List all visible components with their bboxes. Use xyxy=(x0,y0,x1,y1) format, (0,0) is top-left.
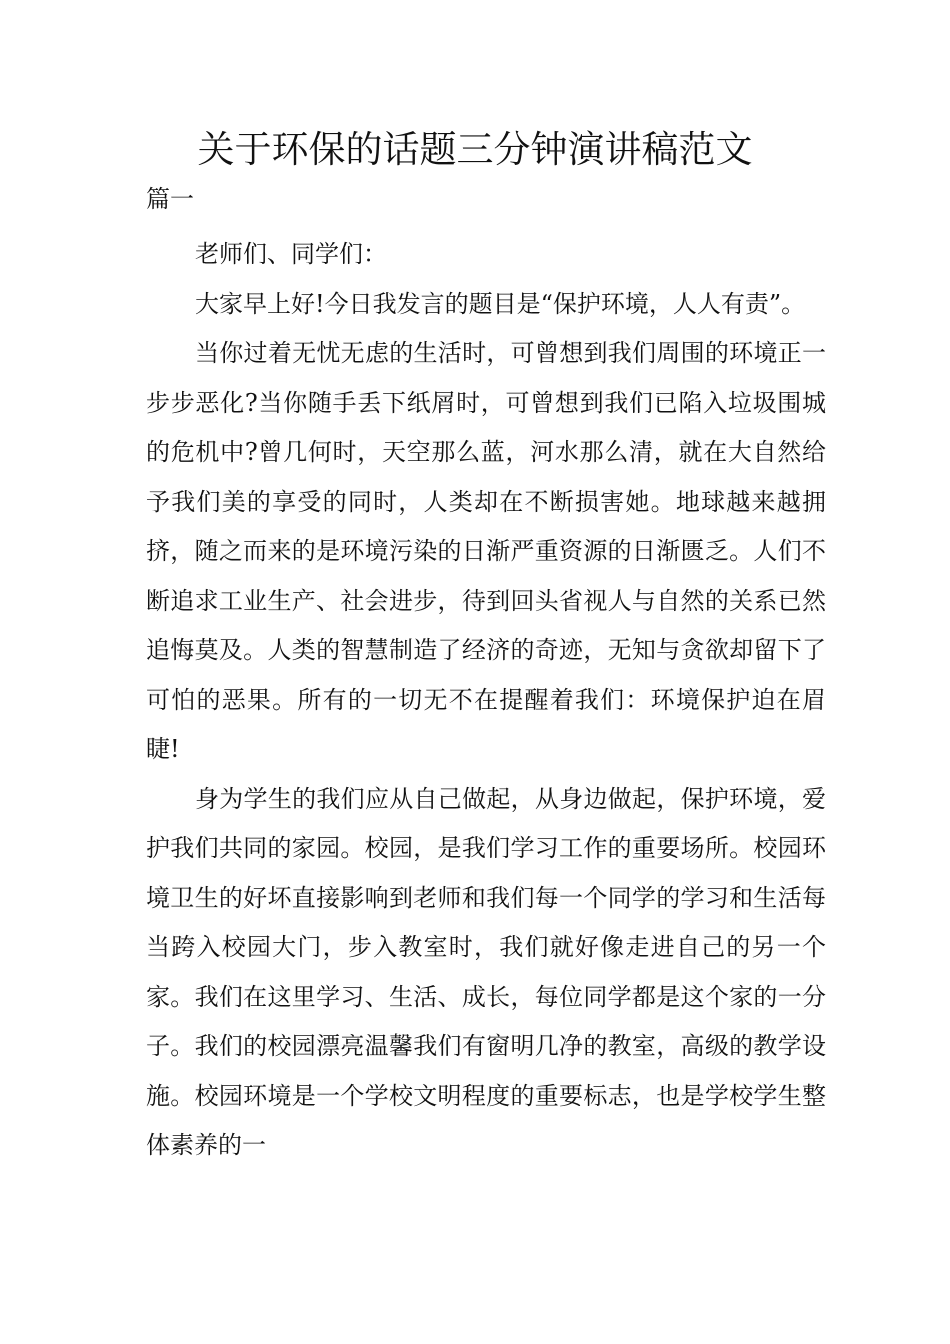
document-body xyxy=(146,230,826,1171)
paragraph-environment: 当你过着无忧无虑的生活时，可曾想到我们周围的环境正一步步恶化?当你随手丢下纸屑时，可曾想到我们已陷入垃圾围城的危机中?曾几何时，天空那么蓝，河水那么清，就在大自然给予我们美的享受的同时，人类却在不断损害她。地球越来越拥挤，随之而来的是环境污染的日渐严重资源的日渐匮乏。人们不断追求工业生产、社会进步，待到回头省视人与自然的关系已然追悔莫及。人类的智慧制造了经济的奇迹，无知与贪欲却留下了可怕的恶果。所有的一切无不在提醒着我们：环境保护迫在眉睫! xyxy=(146,339,826,763)
document-title: 关于环保的话题三分钟演讲稿范文 xyxy=(197,128,753,171)
paragraph-topic: 大家早上好!今日我发言的题目是“保护环境，人人有责”。 xyxy=(195,289,806,318)
section-heading: 篇一 xyxy=(146,185,194,213)
paragraph-greeting: 老师们、同学们： xyxy=(195,240,387,268)
paragraph-campus: 身为学生的我们应从自己做起，从身边做起，保护环境，爱护我们共同的家园。校园，是我们学习工作的重要场所。校园环境卫生的好坏直接影响到老师和我们每一个同学的学习和生活每当跨入校园大门，步入教室时，我们就好像走进自己的另一个家。我们在这里学习、生活、成长，每位同学都是这个家的一分子。我们的校园漂亮温馨我们有窗明几净的教室，高级的教学设施。校园环境是一个学校文明程度的重要标志，也是学校学生整体素养的一 xyxy=(146,784,826,1159)
